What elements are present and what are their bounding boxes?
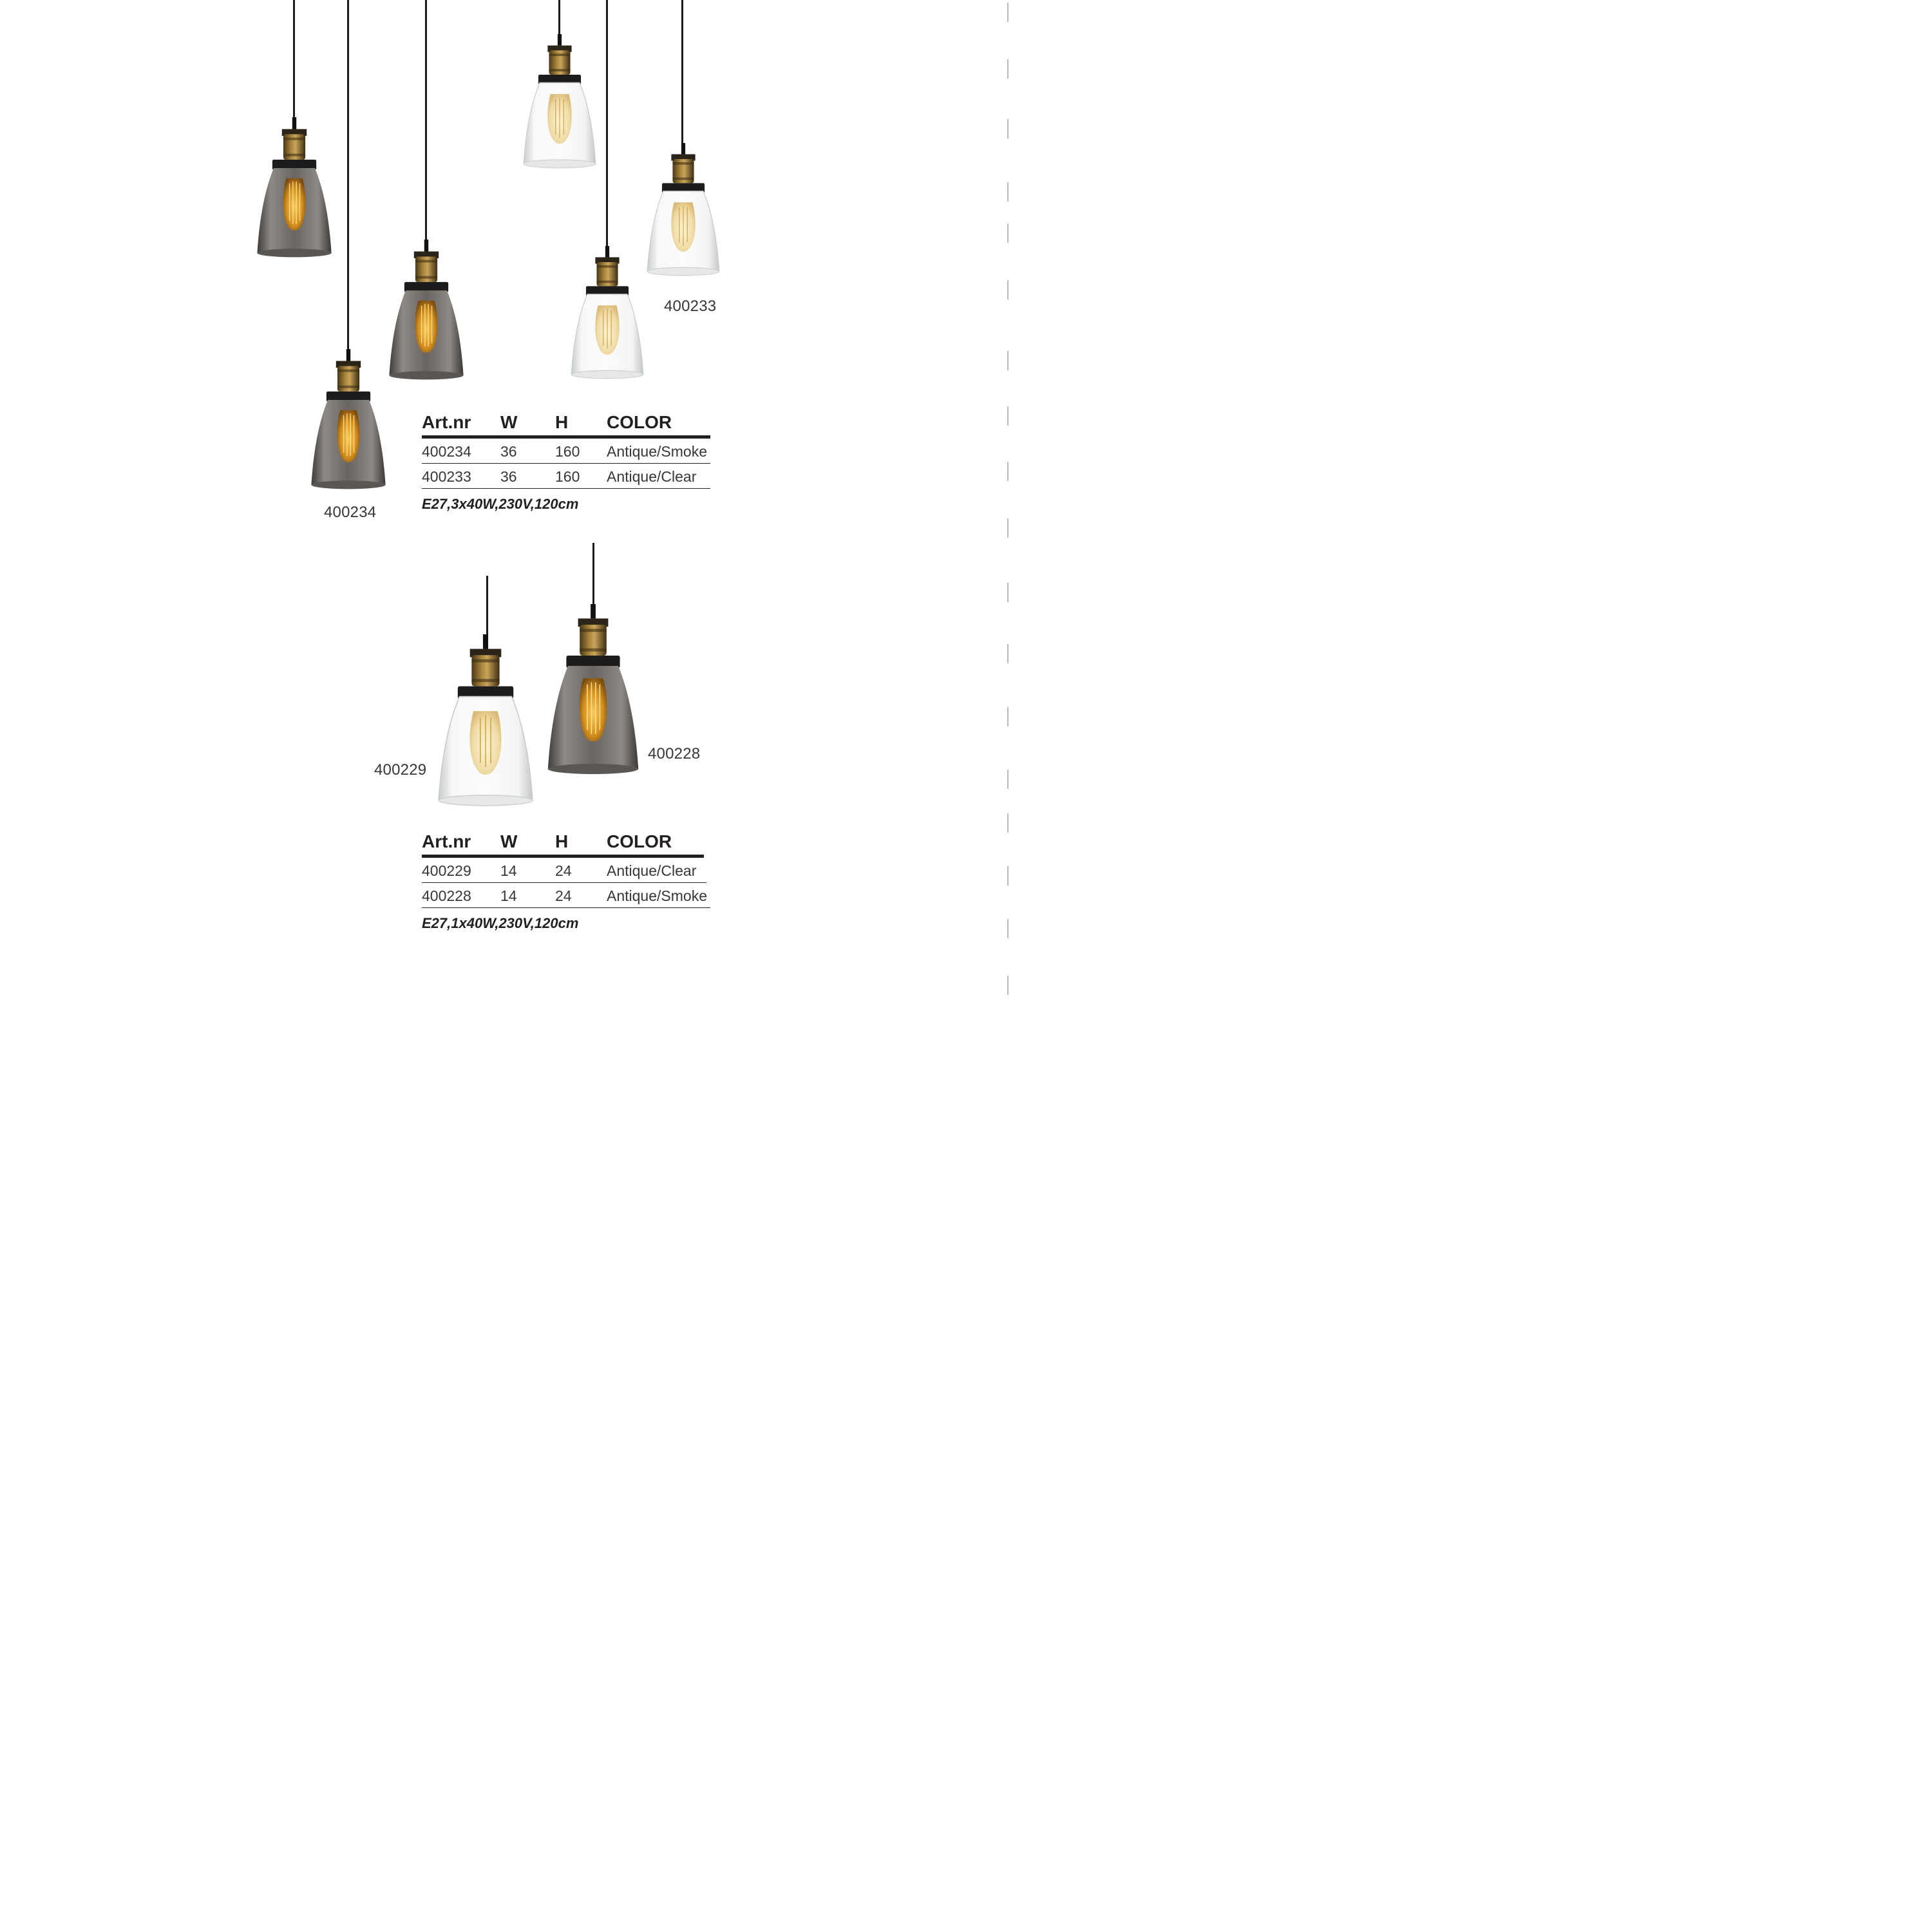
header-art-nr: Art.nr (422, 412, 471, 432)
header-color: COLOR (607, 412, 672, 432)
table-row (422, 464, 710, 489)
crop-mark (1007, 583, 1009, 602)
cell-art-nr: 400229 (422, 862, 471, 879)
cell-art-nr: 400234 (422, 443, 471, 460)
caption-400228: 400228 (648, 745, 701, 762)
lamp-smoke-pendant (543, 604, 643, 779)
header-h: H (555, 831, 569, 851)
crop-mark (1007, 119, 1009, 138)
crop-mark (1007, 976, 1009, 995)
crop-mark (1007, 813, 1009, 833)
cell-w: 14 (500, 887, 517, 904)
cell-color: Antique/Smoke (607, 887, 707, 904)
cell-w: 36 (500, 443, 517, 460)
spec-table-group2 (422, 831, 710, 908)
cell-h: 24 (555, 862, 572, 879)
cord (592, 543, 594, 607)
table-row (422, 883, 710, 908)
crop-mark (1007, 518, 1009, 538)
crop-mark (1007, 770, 1009, 789)
cell-color: Antique/Smoke (607, 443, 707, 460)
lamp-clear-pendant (520, 34, 600, 172)
header-h: H (555, 412, 569, 432)
header-art-nr: Art.nr (422, 831, 471, 851)
cell-art-nr: 400228 (422, 887, 471, 904)
cord (606, 0, 608, 249)
crop-mark (1007, 707, 1009, 726)
caption-400234: 400234 (324, 504, 377, 521)
cell-h: 24 (555, 887, 572, 904)
lamp-clear-pendant (433, 634, 538, 811)
table-row (422, 858, 706, 883)
cell-h: 160 (555, 468, 580, 485)
lamp-smoke-pendant (307, 349, 390, 493)
crop-mark (1007, 3, 1009, 22)
cord (347, 0, 349, 351)
spec-table-header (422, 831, 704, 858)
header-color: COLOR (607, 831, 672, 851)
lamp-smoke-pendant (385, 240, 468, 384)
spec-note-group1: E27,3x40W,230V,120cm (422, 496, 579, 512)
cord (425, 0, 427, 242)
table-row (422, 439, 710, 464)
spec-table-group1 (422, 412, 710, 489)
crop-mark (1007, 406, 1009, 426)
spec-note-group2: E27,1x40W,230V,120cm (422, 915, 579, 931)
crop-mark (1007, 351, 1009, 370)
crop-mark (1007, 280, 1009, 299)
crop-mark (1007, 866, 1009, 886)
crop-mark (1007, 919, 1009, 938)
crop-mark (1007, 223, 1009, 243)
lamp-clear-pendant (643, 143, 723, 279)
crop-mark (1007, 59, 1009, 79)
cell-color: Antique/Clear (607, 862, 697, 879)
crop-mark (1007, 182, 1009, 202)
cell-color: Antique/Clear (607, 468, 697, 485)
cell-w: 14 (500, 862, 517, 879)
crop-mark (1007, 644, 1009, 663)
spec-table-header (422, 412, 710, 439)
crop-mark (1007, 462, 1009, 481)
cell-h: 160 (555, 443, 580, 460)
lamp-clear-pendant (567, 246, 647, 383)
cord (681, 0, 683, 146)
cord (558, 0, 560, 36)
cord (486, 576, 488, 638)
cord (293, 0, 295, 119)
header-w: W (500, 831, 518, 851)
lamp-smoke-pendant (253, 117, 336, 261)
cell-art-nr: 400233 (422, 468, 471, 485)
caption-400233: 400233 (664, 298, 717, 315)
cell-w: 36 (500, 468, 517, 485)
caption-400229: 400229 (374, 761, 427, 779)
header-w: W (500, 412, 518, 432)
